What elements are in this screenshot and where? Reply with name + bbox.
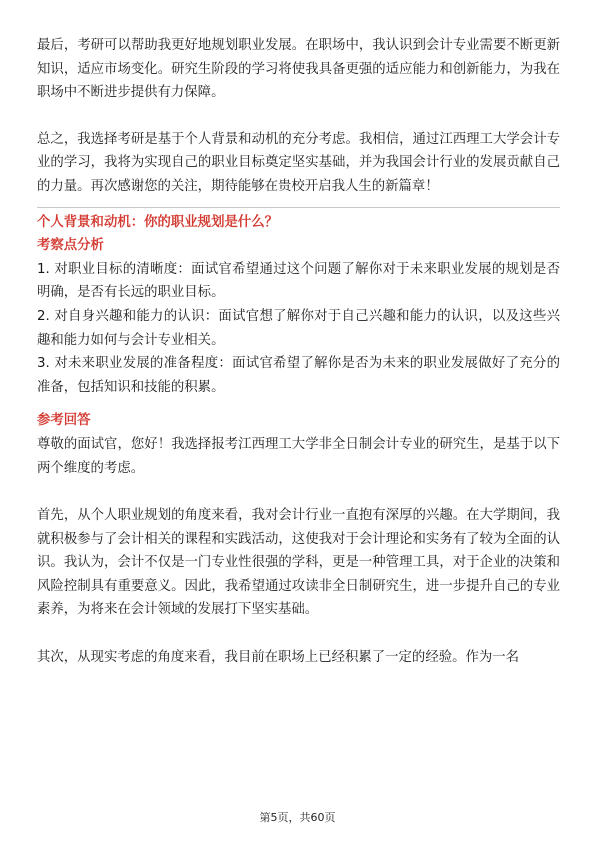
question-title: 个人背景和动机：你的职业规划是什么？ bbox=[37, 214, 279, 230]
answer-heading: 参考回答 bbox=[37, 413, 91, 429]
body-paragraph: 总之，我选择考研是基于个人背景和动机的充分考虑。我相信，通过江西理工大学会计专业的学习，我将为实现自己的职业目标奠定坚实基础，并为我国会计行业的发展贡献自己的力量。再次感谢您的关注，期待能够在贵校开启我人生的新篇章！ bbox=[37, 131, 560, 194]
body-paragraph: 最后，考研可以帮助我更好地规划职业发展。在职场中，我认识到会计专业需要不断更新知识，适应市场变化。研究生阶段的学习将使我具备更强的适应能力和创新能力，为我在职场中不断进步提供有力保障。 bbox=[37, 38, 560, 101]
answer-paragraph: 首先，从个人职业规划的角度来看，我对会计行业一直抱有深厚的兴趣。在大学期间，我就积极参与了会计相关的课程和实践活动，这使我对于会计理论和实务有了较为全面的认识。我认为，会计不仅是一门专业性很强的学科，更是一种管理工具，对于企业的决策和风险控制具有重要意义。因此，我希望通过攻读非全日制研究生，进一步提升自己的专业素养，为将来在会计领域的发展打下坚实基础。 bbox=[37, 508, 560, 618]
analysis-heading: 考察点分析 bbox=[37, 238, 104, 254]
answer-paragraph: 尊敬的面试官，您好！我选择报考江西理工大学非全日制会计专业的研究生，是基于以下两个维度的考虑。 bbox=[37, 436, 560, 476]
document-page bbox=[37, 0, 560, 670]
answer-paragraph: 其次，从现实考虑的角度来看，我目前在职场上已经积累了一定的经验。作为一名 bbox=[37, 650, 520, 666]
analysis-item: 3. 对未来职业发展的准备程度：面试官希望了解你是否为未来的职业发展做好了充分的准备，包括知识和技能的积累。 bbox=[37, 356, 560, 395]
page-number-footer: 第5页，共60页 bbox=[259, 811, 336, 824]
analysis-item: 1. 对职业目标的清晰度：面试官希望通过这个问题了解你对于未来职业发展的规划是否明确，是否有长远的职业目标。 bbox=[37, 261, 560, 301]
analysis-item: 2. 对自身兴趣和能力的认识：面试官想了解你对于自己兴趣和能力的认识，以及这些兴趣和能力如何与会计专业相关。 bbox=[37, 308, 560, 348]
